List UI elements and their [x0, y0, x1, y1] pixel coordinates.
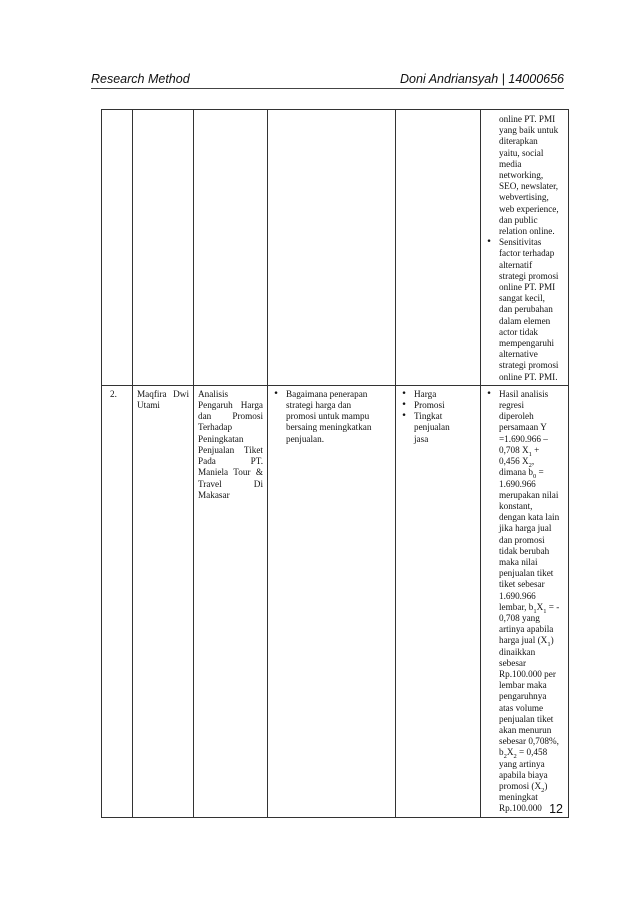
text-line: networking, [499, 170, 544, 181]
header-course-title: Research Method [91, 72, 190, 86]
text-line: harga jual $(X_1)$ [499, 635, 554, 649]
text-line: artinya apabila [499, 624, 554, 635]
title-cell [194, 385, 268, 817]
text-line: 0,708 $X_1$ + [499, 444, 540, 458]
text-line: Maqfira Dwi [137, 388, 189, 399]
text-line: online PT. PMI [499, 282, 556, 293]
text-line: strategi promosi [499, 270, 559, 281]
text-line: apabila biaya [499, 769, 548, 780]
text-line: lembar, $b_1X_1$ = - [499, 601, 560, 615]
text-line: media [499, 158, 522, 169]
table-cell [102, 110, 133, 386]
text-line: online PT. PMI. [499, 371, 558, 382]
text-line: $b_2X_2 = 0,458$ [499, 747, 548, 761]
text-line: tiket sebesar [499, 579, 545, 590]
page-header [91, 66, 564, 89]
table-cell [194, 110, 268, 386]
table-cell [268, 110, 396, 386]
list-item [400, 411, 476, 445]
text-line: Pengaruh Harga [198, 400, 263, 411]
research-table [101, 109, 569, 818]
text-line: alternative [499, 349, 538, 360]
text-line: jika harga jual [499, 523, 552, 534]
question-list [272, 389, 391, 445]
table-cell [396, 110, 481, 386]
bullet-icon: • [401, 400, 407, 411]
text-line: yang baik untuk [499, 125, 559, 136]
text-line: Makasar [198, 489, 230, 500]
text-line: penjualan tiket [499, 713, 554, 724]
text-line: dinaikkan [499, 646, 536, 657]
text-line: persamaan Y [499, 422, 547, 433]
text-line: jasa [414, 433, 429, 444]
bullet-icon: • [486, 237, 492, 248]
text-line: 0,456 $X_2$, [499, 456, 535, 469]
text-line: online PT. PMI [499, 114, 556, 124]
text-line: regresi [499, 400, 524, 411]
text-line: mempengaruhi [499, 338, 555, 349]
text-line: Promosi [414, 400, 445, 411]
text-line: =1.690.966 – [499, 433, 548, 444]
text-line: Maniela Tour & [198, 467, 263, 478]
bullet-icon: • [273, 388, 279, 399]
result-cell [481, 385, 569, 817]
text-line: sangat kecil, [499, 293, 545, 304]
list-item [272, 389, 391, 445]
list-item [485, 237, 564, 383]
text-line: Travel Di [198, 478, 263, 489]
text-line: dan perubahan [499, 304, 553, 315]
text-line: 1.690.966 [499, 590, 536, 601]
text-line: dalam elemen [499, 315, 551, 326]
text-line: yang artinya [499, 758, 545, 769]
table-cell [133, 110, 194, 386]
list-item [485, 389, 564, 815]
text-line: dan Promosi [198, 411, 263, 422]
text-line: Tingkat [414, 411, 443, 422]
text-line: alternatif [499, 259, 533, 270]
row-number-cell [102, 385, 133, 817]
list-item [400, 400, 476, 411]
text-line: strategi harga dan [286, 400, 352, 411]
text-line: SEO, newslater, [499, 181, 559, 192]
text-line: dan public [499, 214, 538, 225]
bullet-icon: • [401, 411, 407, 422]
text-line: Rp.100.000 [499, 803, 542, 814]
text-line: diperoleh [499, 411, 534, 422]
text-line: relation online. [499, 226, 555, 237]
result-list [485, 389, 564, 815]
text-line: penjualan tiket [499, 568, 554, 579]
text-line: lembar maka [499, 680, 547, 691]
header-author-id: Doni Andriansyah | 14000656 [399, 72, 564, 86]
text-line: Utami [137, 400, 160, 411]
text-line: meningkat [499, 792, 538, 803]
author-cell [133, 385, 194, 817]
text-line: factor terhadap [499, 248, 555, 259]
result-cell-continued [481, 110, 569, 386]
text-line: Pada PT. [198, 456, 263, 467]
table-row-continued [102, 110, 569, 386]
text-line: penjualan [414, 422, 450, 433]
text-line: pengaruhnya [499, 691, 547, 702]
text-line: Analisis [198, 388, 229, 399]
list-item [400, 389, 476, 400]
text-line: Rp.100.000 per [499, 668, 556, 679]
table-row [102, 385, 569, 817]
text-line: konstant, [499, 500, 533, 511]
text-line: merupakan nilai [499, 489, 559, 500]
row-number: 2. [110, 388, 117, 399]
text-line: atas volume [499, 702, 544, 713]
result-bullet-list [485, 237, 564, 383]
text-line: Terhadap [198, 422, 233, 433]
text-line: strategi promosi [499, 360, 559, 371]
result-continued-text [485, 114, 564, 237]
text-line: maka nilai [499, 556, 538, 567]
text-line: tidak berubah [499, 545, 550, 556]
page-number: 12 [549, 802, 563, 816]
variables-list [400, 389, 476, 445]
text-line: promosi $(X_2)$ [499, 780, 548, 794]
text-line: Bagaimana penerapan [286, 388, 368, 399]
text-line: dan promosi [499, 534, 545, 545]
text-line: 0,708 yang [499, 612, 540, 623]
text-line: promosi untuk mampu [286, 411, 370, 422]
text-line: 1.690.966 [499, 478, 536, 489]
text-line: dengan kata lain [499, 512, 560, 523]
text-line: Harga [414, 388, 437, 399]
text-line: webvertising, [499, 192, 549, 203]
text-line: Peningkatan [198, 433, 244, 444]
text-line: Penjualan Tiket [198, 444, 263, 455]
text-line: akan menurun [499, 724, 552, 735]
text-line: sebesar 0,708%, [499, 736, 559, 747]
text-line: web experience, [499, 203, 559, 214]
text-line: dimana $b_0$ = [499, 467, 544, 481]
text-line: Sensitivitas [499, 237, 542, 248]
variables-cell [396, 385, 481, 817]
bullet-icon: • [486, 388, 492, 399]
text-line: yaitu, social [499, 147, 544, 158]
text-line: sebesar [499, 657, 527, 668]
text-line: bersaing meningkatkan [286, 422, 372, 433]
text-line: actor tidak [499, 326, 539, 337]
text-line: Hasil analisis [499, 388, 549, 399]
research-question-cell [268, 385, 396, 817]
bullet-icon: • [401, 388, 407, 399]
text-line: penjualan. [286, 433, 325, 444]
text-line: diterapkan [499, 136, 538, 147]
